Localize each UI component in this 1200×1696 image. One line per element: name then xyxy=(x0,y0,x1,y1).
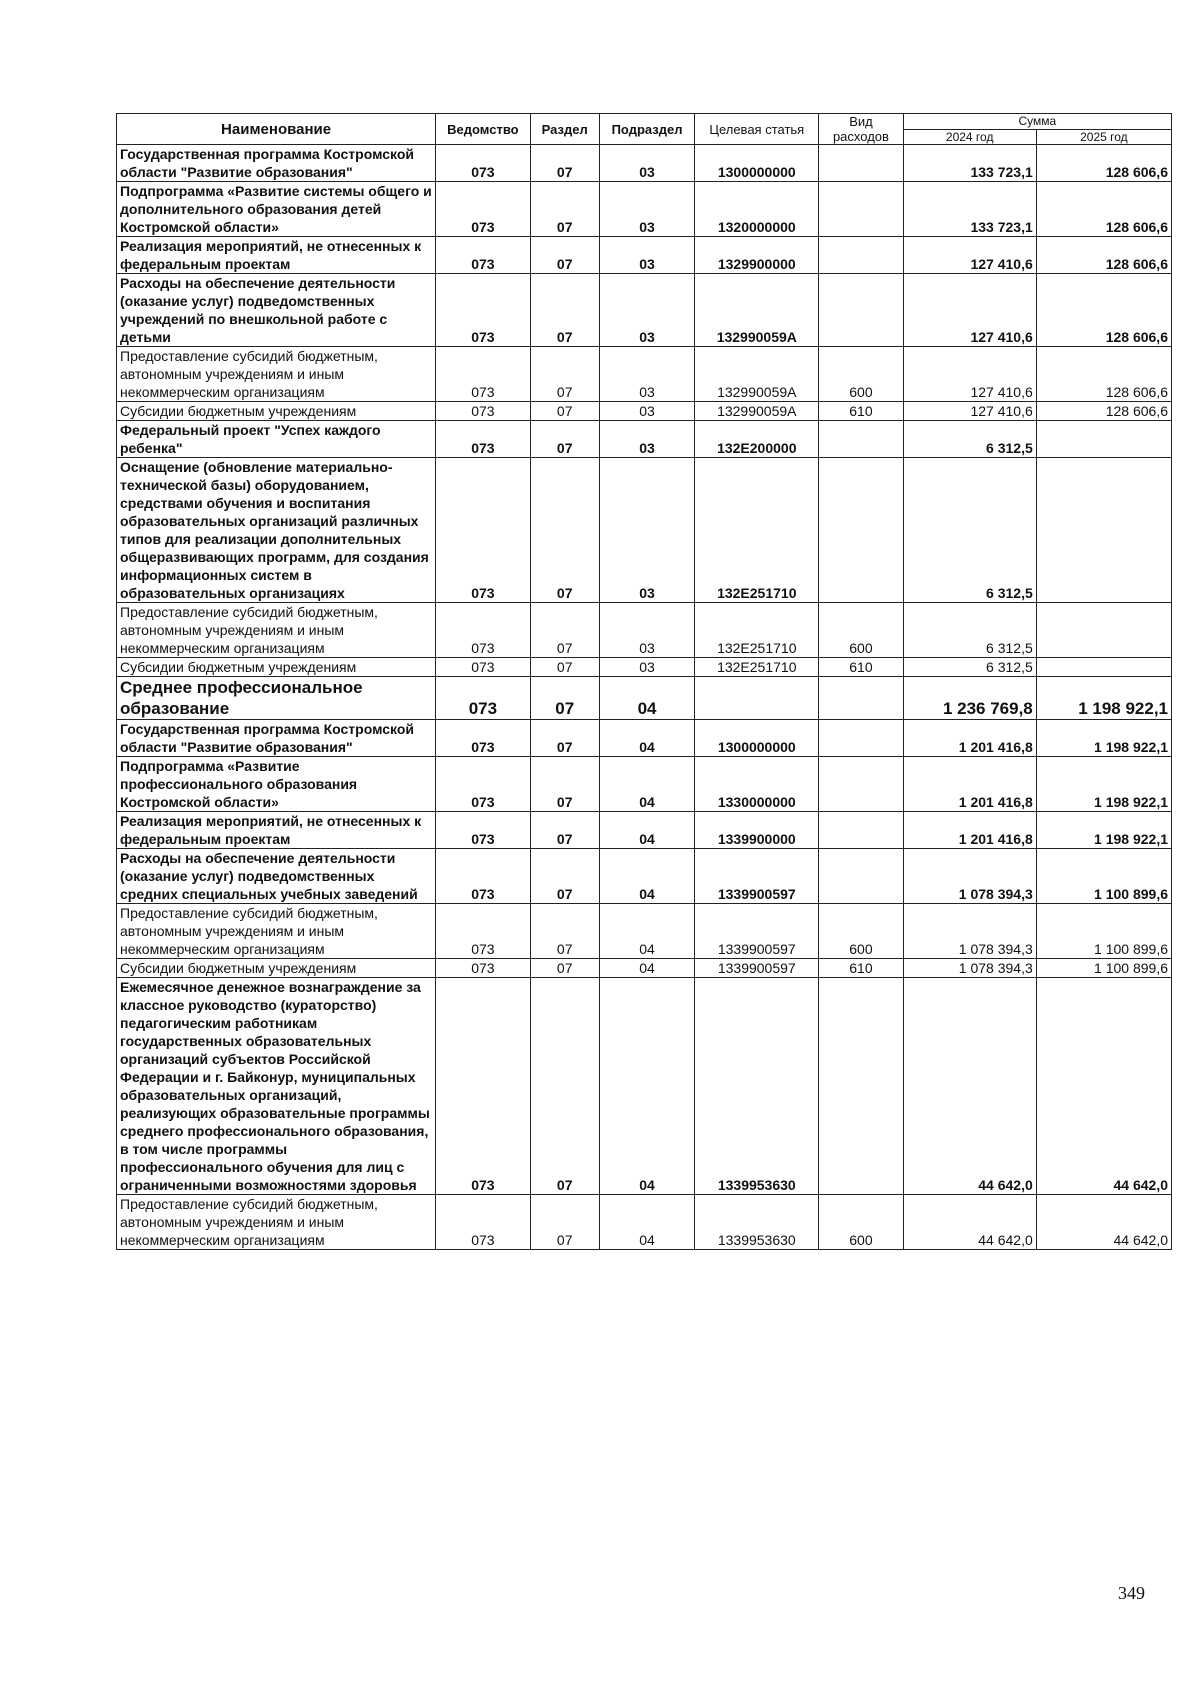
row-vedomstvo: 073 xyxy=(436,182,531,237)
row-target-article: 132E251710 xyxy=(695,458,819,603)
row-name: Федеральный проект "Успех каждого ребенка" xyxy=(117,421,436,458)
row-sum-2024: 44 642,0 xyxy=(903,978,1036,1195)
row-target-article: 132990059A xyxy=(695,402,819,421)
header-name: Наименование xyxy=(117,114,436,145)
row-podrazdel: 03 xyxy=(599,145,695,182)
row-sum-2025: 128 606,6 xyxy=(1036,274,1171,347)
header-razdel: Раздел xyxy=(530,114,599,145)
row-podrazdel: 04 xyxy=(599,849,695,904)
row-expense-type xyxy=(819,237,903,274)
table-body xyxy=(117,145,1172,1250)
row-razdel: 07 xyxy=(530,658,599,677)
row-expense-type: 600 xyxy=(819,904,903,959)
row-sum-2024: 133 723,1 xyxy=(903,182,1036,237)
row-target-article: 132E251710 xyxy=(695,658,819,677)
row-razdel: 07 xyxy=(530,959,599,978)
row-target-article: 1339900000 xyxy=(695,812,819,849)
row-name: Реализация мероприятий, не отнесенных к федеральным проектам xyxy=(117,812,436,849)
row-expense-type xyxy=(819,421,903,458)
table-row xyxy=(117,978,1172,1195)
row-sum-2024: 1 078 394,3 xyxy=(903,849,1036,904)
row-sum-2025 xyxy=(1036,421,1171,458)
table-row xyxy=(117,959,1172,978)
table-row xyxy=(117,182,1172,237)
row-vedomstvo: 073 xyxy=(436,347,531,402)
row-name: Субсидии бюджетным учреждениям xyxy=(117,658,436,677)
row-podrazdel: 04 xyxy=(599,978,695,1195)
row-sum-2024: 127 410,6 xyxy=(903,347,1036,402)
row-expense-type: 600 xyxy=(819,603,903,658)
row-vedomstvo: 073 xyxy=(436,904,531,959)
row-expense-type xyxy=(819,182,903,237)
row-podrazdel: 03 xyxy=(599,274,695,347)
row-sum-2024: 1 201 416,8 xyxy=(903,757,1036,812)
row-sum-2024: 1 201 416,8 xyxy=(903,720,1036,757)
row-razdel: 07 xyxy=(530,603,599,658)
row-razdel: 07 xyxy=(530,1195,599,1250)
row-sum-2024: 6 312,5 xyxy=(903,458,1036,603)
row-expense-type xyxy=(819,757,903,812)
header-year-2024: 2024 год xyxy=(903,129,1036,145)
row-podrazdel: 03 xyxy=(599,402,695,421)
table-row xyxy=(117,347,1172,402)
row-name: Предоставление субсидий бюджетным, автономным учреждениям и иным некоммерческим организациям xyxy=(117,904,436,959)
row-razdel: 07 xyxy=(530,402,599,421)
row-vedomstvo: 073 xyxy=(436,402,531,421)
row-sum-2025: 1 100 899,6 xyxy=(1036,904,1171,959)
row-razdel: 07 xyxy=(530,849,599,904)
row-sum-2025 xyxy=(1036,458,1171,603)
row-razdel: 07 xyxy=(530,720,599,757)
table-header xyxy=(117,114,1172,145)
row-sum-2025: 1 198 922,1 xyxy=(1036,812,1171,849)
row-sum-2025: 128 606,6 xyxy=(1036,145,1171,182)
row-podrazdel: 04 xyxy=(599,720,695,757)
page-number: 349 xyxy=(1118,1583,1145,1603)
row-razdel: 07 xyxy=(530,904,599,959)
row-sum-2025: 1 100 899,6 xyxy=(1036,849,1171,904)
row-razdel: 07 xyxy=(530,421,599,458)
row-target-article: 1300000000 xyxy=(695,720,819,757)
row-sum-2025: 44 642,0 xyxy=(1036,978,1171,1195)
row-vedomstvo: 073 xyxy=(436,959,531,978)
row-sum-2025 xyxy=(1036,658,1171,677)
row-vedomstvo: 073 xyxy=(436,237,531,274)
row-target-article: 132990059A xyxy=(695,347,819,402)
row-podrazdel: 04 xyxy=(599,812,695,849)
row-target-article: 1339953630 xyxy=(695,1195,819,1250)
header-sum: Сумма xyxy=(903,114,1171,130)
table-row xyxy=(117,677,1172,720)
header-vedomstvo: Ведомство xyxy=(436,114,531,145)
row-vedomstvo: 073 xyxy=(436,720,531,757)
row-expense-type xyxy=(819,812,903,849)
header-year-2025: 2025 год xyxy=(1036,129,1171,145)
row-target-article: 132E200000 xyxy=(695,421,819,458)
table-row xyxy=(117,720,1172,757)
row-podrazdel: 03 xyxy=(599,347,695,402)
row-podrazdel: 03 xyxy=(599,603,695,658)
row-razdel: 07 xyxy=(530,274,599,347)
row-razdel: 07 xyxy=(530,347,599,402)
row-podrazdel: 04 xyxy=(599,959,695,978)
row-sum-2025: 128 606,6 xyxy=(1036,237,1171,274)
budget-table xyxy=(116,113,1172,1250)
table-row xyxy=(117,603,1172,658)
row-vedomstvo: 073 xyxy=(436,603,531,658)
row-podrazdel: 04 xyxy=(599,904,695,959)
row-razdel: 07 xyxy=(530,145,599,182)
row-target-article: 1339900597 xyxy=(695,959,819,978)
row-name: Подпрограмма «Развитие профессионального образования Костромской области» xyxy=(117,757,436,812)
row-expense-type: 610 xyxy=(819,402,903,421)
row-name: Субсидии бюджетным учреждениям xyxy=(117,402,436,421)
row-target-article xyxy=(695,677,819,720)
row-target-article: 1329900000 xyxy=(695,237,819,274)
row-sum-2025: 1 100 899,6 xyxy=(1036,959,1171,978)
row-expense-type xyxy=(819,274,903,347)
row-podrazdel: 04 xyxy=(599,677,695,720)
row-expense-type: 600 xyxy=(819,347,903,402)
row-name: Государственная программа Костромской области "Развитие образования" xyxy=(117,720,436,757)
row-sum-2024: 1 201 416,8 xyxy=(903,812,1036,849)
row-razdel: 07 xyxy=(530,458,599,603)
table-row xyxy=(117,904,1172,959)
row-name: Государственная программа Костромской области "Развитие образования" xyxy=(117,145,436,182)
row-sum-2025: 1 198 922,1 xyxy=(1036,720,1171,757)
row-razdel: 07 xyxy=(530,757,599,812)
row-name: Предоставление субсидий бюджетным, автономным учреждениям и иным некоммерческим организациям xyxy=(117,603,436,658)
table-row xyxy=(117,145,1172,182)
table-row xyxy=(117,237,1172,274)
row-sum-2024: 6 312,5 xyxy=(903,603,1036,658)
table-row xyxy=(117,1195,1172,1250)
row-razdel: 07 xyxy=(530,182,599,237)
header-podrazdel: Подраздел xyxy=(599,114,695,145)
row-podrazdel: 04 xyxy=(599,757,695,812)
row-vedomstvo: 073 xyxy=(436,658,531,677)
row-sum-2025: 1 198 922,1 xyxy=(1036,757,1171,812)
row-razdel: 07 xyxy=(530,978,599,1195)
row-vedomstvo: 073 xyxy=(436,274,531,347)
row-vedomstvo: 073 xyxy=(436,421,531,458)
row-razdel: 07 xyxy=(530,237,599,274)
table-row xyxy=(117,658,1172,677)
row-sum-2024: 1 078 394,3 xyxy=(903,959,1036,978)
row-podrazdel: 03 xyxy=(599,458,695,603)
table-row xyxy=(117,812,1172,849)
row-target-article: 1339900597 xyxy=(695,904,819,959)
row-vedomstvo: 073 xyxy=(436,849,531,904)
row-target-article: 1300000000 xyxy=(695,145,819,182)
row-name: Субсидии бюджетным учреждениям xyxy=(117,959,436,978)
row-vedomstvo: 073 xyxy=(436,145,531,182)
row-name: Предоставление субсидий бюджетным, автономным учреждениям и иным некоммерческим организациям xyxy=(117,347,436,402)
row-vedomstvo: 073 xyxy=(436,677,531,720)
row-expense-type: 610 xyxy=(819,658,903,677)
table-row xyxy=(117,421,1172,458)
row-podrazdel: 03 xyxy=(599,658,695,677)
table-row xyxy=(117,402,1172,421)
row-sum-2025: 1 198 922,1 xyxy=(1036,677,1171,720)
row-name: Реализация мероприятий, не отнесенных к федеральным проектам xyxy=(117,237,436,274)
row-sum-2025: 44 642,0 xyxy=(1036,1195,1171,1250)
row-expense-type xyxy=(819,849,903,904)
table-row xyxy=(117,849,1172,904)
header-target-article: Целевая статья xyxy=(695,114,819,145)
row-expense-type: 610 xyxy=(819,959,903,978)
row-name: Подпрограмма «Развитие системы общего и дополнительного образования детей Костромской области» xyxy=(117,182,436,237)
row-sum-2024: 6 312,5 xyxy=(903,421,1036,458)
row-razdel: 07 xyxy=(530,812,599,849)
row-name: Оснащение (обновление материально-технической базы) оборудованием, средствами обучения и воспитания образовательных организаций различных типов для реализации дополнительных общеразвивающих программ, для создания информационных систем в образовательных организациях xyxy=(117,458,436,603)
row-sum-2024: 133 723,1 xyxy=(903,145,1036,182)
header-expense-type: Вид расходов xyxy=(819,114,903,145)
row-sum-2024: 127 410,6 xyxy=(903,402,1036,421)
row-sum-2025: 128 606,6 xyxy=(1036,182,1171,237)
row-name: Предоставление субсидий бюджетным, автономным учреждениям и иным некоммерческим организациям xyxy=(117,1195,436,1250)
row-expense-type xyxy=(819,145,903,182)
row-expense-type xyxy=(819,720,903,757)
row-name: Расходы на обеспечение деятельности (оказание услуг) подведомственных средних специальных учебных заведений xyxy=(117,849,436,904)
row-vedomstvo: 073 xyxy=(436,757,531,812)
row-expense-type xyxy=(819,677,903,720)
row-sum-2024: 6 312,5 xyxy=(903,658,1036,677)
row-sum-2025: 128 606,6 xyxy=(1036,347,1171,402)
row-name: Среднее профессиональное образование xyxy=(117,677,436,720)
row-expense-type xyxy=(819,458,903,603)
row-sum-2024: 44 642,0 xyxy=(903,1195,1036,1250)
table-row xyxy=(117,757,1172,812)
row-sum-2024: 127 410,6 xyxy=(903,237,1036,274)
row-expense-type xyxy=(819,978,903,1195)
row-vedomstvo: 073 xyxy=(436,458,531,603)
row-name: Расходы на обеспечение деятельности (оказание услуг) подведомственных учреждений по внешкольной работе с детьми xyxy=(117,274,436,347)
row-target-article: 132990059A xyxy=(695,274,819,347)
row-target-article: 1339900597 xyxy=(695,849,819,904)
row-sum-2024: 1 236 769,8 xyxy=(903,677,1036,720)
row-podrazdel: 03 xyxy=(599,237,695,274)
row-sum-2025: 128 606,6 xyxy=(1036,402,1171,421)
row-sum-2024: 1 078 394,3 xyxy=(903,904,1036,959)
row-podrazdel: 04 xyxy=(599,1195,695,1250)
row-expense-type: 600 xyxy=(819,1195,903,1250)
row-name: Ежемесячное денежное вознаграждение за классное руководство (кураторство) педагогическим работникам государственных образовательных организаций субъектов Российской Федерации и г. Байконур, муниципальных образовательных организаций, реализующих образовательные программы среднего профессионального образования, в том числе программы профессионального обучения для лиц с ограниченными возможностями здоровья xyxy=(117,978,436,1195)
row-sum-2025 xyxy=(1036,603,1171,658)
row-vedomstvo: 073 xyxy=(436,812,531,849)
row-razdel: 07 xyxy=(530,677,599,720)
row-target-article: 1330000000 xyxy=(695,757,819,812)
row-vedomstvo: 073 xyxy=(436,978,531,1195)
row-podrazdel: 03 xyxy=(599,421,695,458)
row-target-article: 1339953630 xyxy=(695,978,819,1195)
row-sum-2024: 127 410,6 xyxy=(903,274,1036,347)
row-podrazdel: 03 xyxy=(599,182,695,237)
table-row xyxy=(117,458,1172,603)
table-row xyxy=(117,274,1172,347)
row-vedomstvo: 073 xyxy=(436,1195,531,1250)
row-target-article: 132E251710 xyxy=(695,603,819,658)
row-target-article: 1320000000 xyxy=(695,182,819,237)
